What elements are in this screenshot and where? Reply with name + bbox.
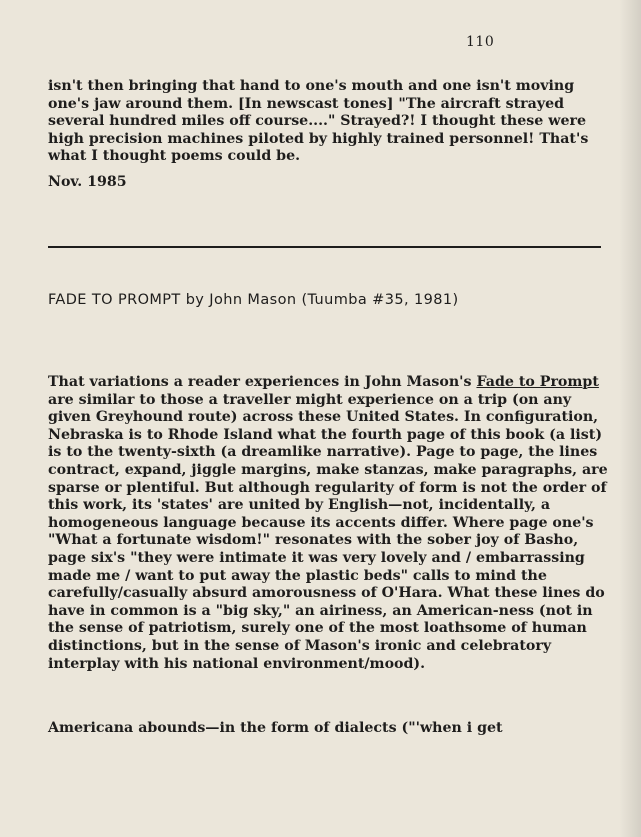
review-heading: FADE TO PROMPT by John Mason (Tuumba #35, 1981) [48, 292, 459, 308]
section-divider [48, 246, 601, 248]
continued-paragraph [48, 78, 608, 166]
review-intro: That variations a reader experiences in John Mason's [48, 374, 477, 390]
essay-date: Nov. 1985 [48, 174, 127, 190]
paragraph-text-start: isn't then bringing that hand to one's mouth and one isn't moving one's jaw around them. [48, 78, 575, 112]
page-gutter-shadow [619, 0, 641, 837]
paragraph-text-end: "The aircraft strayed several hundred miles off course...." Strayed?! I thought these were high precision machines piloted by highly trained personnel! That's what I thought poems could be. [48, 95, 589, 165]
review-paragraph [48, 374, 608, 673]
page-number: 110 [466, 34, 495, 50]
book-title: Fade to Prompt [476, 374, 599, 390]
review-body: are similar to those a traveller might experience on a trip (on any given Greyhound route) across these United States. In configuration, Nebraska is to Rhode Island what the fourth page of this book (a list) is to the twenty-sixth (a dreamlike narrative). Page to page, the lines contract, expand, jiggle margins, make stanzas, make paragraphs, are sparse or plentiful. But although regularity of form is not the order of this work, its 'states' are united by English—not, incidentally, a homogeneous language because its accents differ. Where page one's "What a fortunate wisdom!" resonates with the sober joy of Basho, page six's "they were intimate it was very lovely and / embarrassing made me / want to put away the plastic beds" calls to mind the carefully/casually absurd amorousness of O'Hara. What these lines do have in common is a "big sky," an airiness, an American-ness (not in the sense of patriotism, surely one of the most loathsome of human distinctions, but in the sense of Mason's ironic and celebratory interplay with his national environment/mood). [48, 391, 608, 672]
bracketed-stage-note: [In newscast tones] [237, 95, 394, 112]
final-line: Americana abounds—in the form of dialects ("'when i get [48, 720, 503, 736]
